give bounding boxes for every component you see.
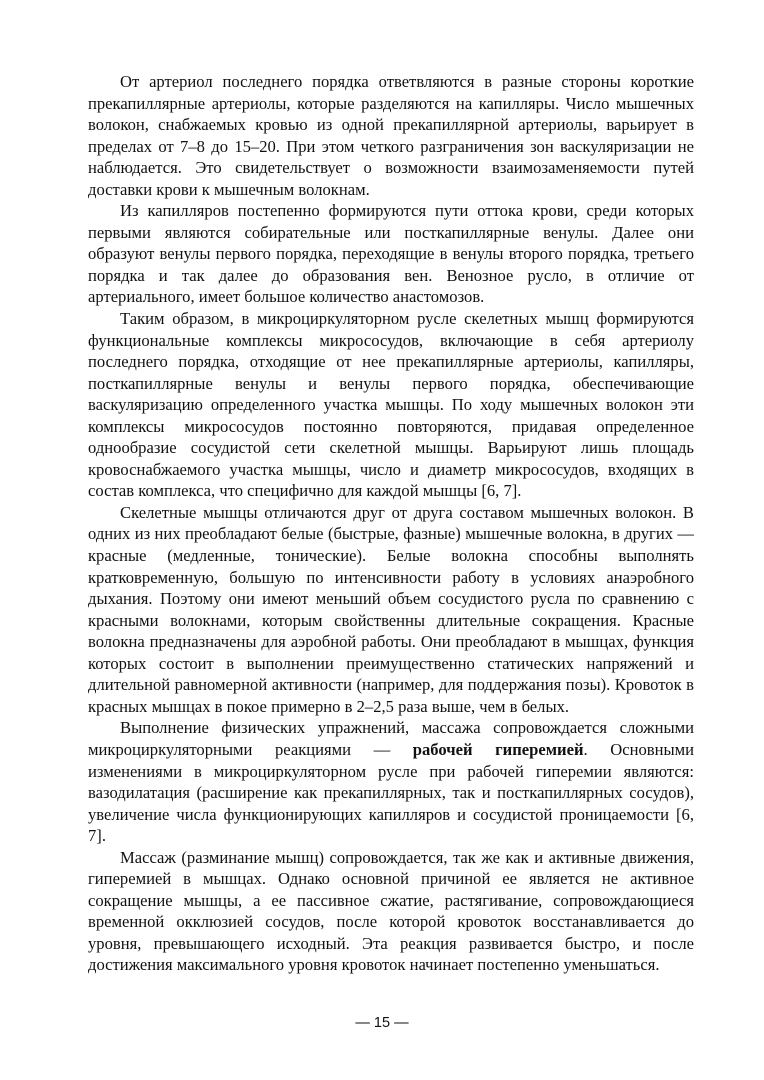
paragraph-working-hyperemia <box>88 717 694 846</box>
body-text <box>88 71 694 976</box>
page-number: — 15 — <box>355 1015 409 1031</box>
paragraph-massage: Массаж (разминание мышц) сопровождается, так же как и активные движения, гиперемией в мышцах. Однако основной причиной ее является не активное сокращение мышцы, а ее пассивное сжатие, растягивание, сопровождающиеся временной окклюзией сосудов, после которой кровоток восстанавливается до уровня, превышающего исходный. Эта реакция развивается быстро, и после достижения максимального уровня кровоток начинает постепенно уменьшаться. <box>88 847 694 975</box>
paragraph-working-hyperemia-rest: . Основными изменениями в микроциркуляторном русле при рабочей гиперемии являются: вазодилатация (расширение как прекапиллярных, так и посткапиллярных сосудов), увеличение числа функционирующих капилляров и сосудистой проницаемости [6, 7]. <box>88 739 694 846</box>
paragraph-arterioles: От артериол последнего порядка ответвляются в разные стороны короткие прекапиллярные артериолы, которые разделяются на капилляры. Число мышечных волокон, снабжаемых кровью из одной прекапиллярной артериолы, варьирует в пределах от 7–8 до 15–20. При этом четкого разграничения зон васкуляризации не наблюдается. Это свидетельствует о возможности взаимозаменяемости путей доставки крови к мышечным волокнам. <box>88 72 694 199</box>
paragraph-venules: Из капилляров постепенно формируются пути оттока крови, среди которых первыми являются собирательные или посткапиллярные венулы. Далее они образуют венулы первого порядка, переходящие в венулы второго порядка, третьего порядка и так далее до образования вен. Венозное русло, в отличие от артериального, имеет большое количество анастомозов. <box>88 201 694 307</box>
paragraph-working-hyperemia-lead: Выполнение физических упражнений, массажа сопровождается сложными микроциркуляторными реакциями — <box>88 718 694 759</box>
term-working-hyperemia: рабочей гиперемией <box>412 739 584 759</box>
paragraph-muscle-fibers: Скелетные мышцы отличаются друг от друга составом мышечных волокон. В одних из них преобладают белые (быстрые, фазные) мышечные волокна, в других — красные (медленные, тонические). Белые волокна способны выполнять кратковременную, большую по интенсивности работу в условиях анаэробного дыхания. Поэтому они имеют меньший объем сосудистого русла по сравнению с красными волокнами, которым свойственны длительные сокращения. Красные волокна предназначены для аэробной работы. Они преобладают в мышцах, функция которых состоит в выполнении преимущественно статических напряжений и длительной равномерной активности (например, для поддержания позы). Кровоток в красных мышцах в покое примерно в 2–2,5 раза выше, чем в белых. <box>88 502 694 716</box>
paragraph-microvessel-complexes: Таким образом, в микроциркуляторном русле скелетных мышц формируются функциональные комплексы микрососудов, включающие в себя артериолу последнего порядка, отходящие от нее прекапиллярные артериолы, капилляры, посткапиллярные венулы и венулы первого порядка, обеспечивающие васкуляризацию определенного участка мышцы. По ходу мышечных волокон эти комплексы микрососудов постоянно повторяются, придавая определенное однообразие сосудистой сети скелетной мышцы. Варьируют лишь площадь кровоснабжаемого участка мышцы, число и диаметр микрососудов, входящих в состав комплекса, что специфично для каждой мышцы [6, 7]. <box>88 309 694 501</box>
